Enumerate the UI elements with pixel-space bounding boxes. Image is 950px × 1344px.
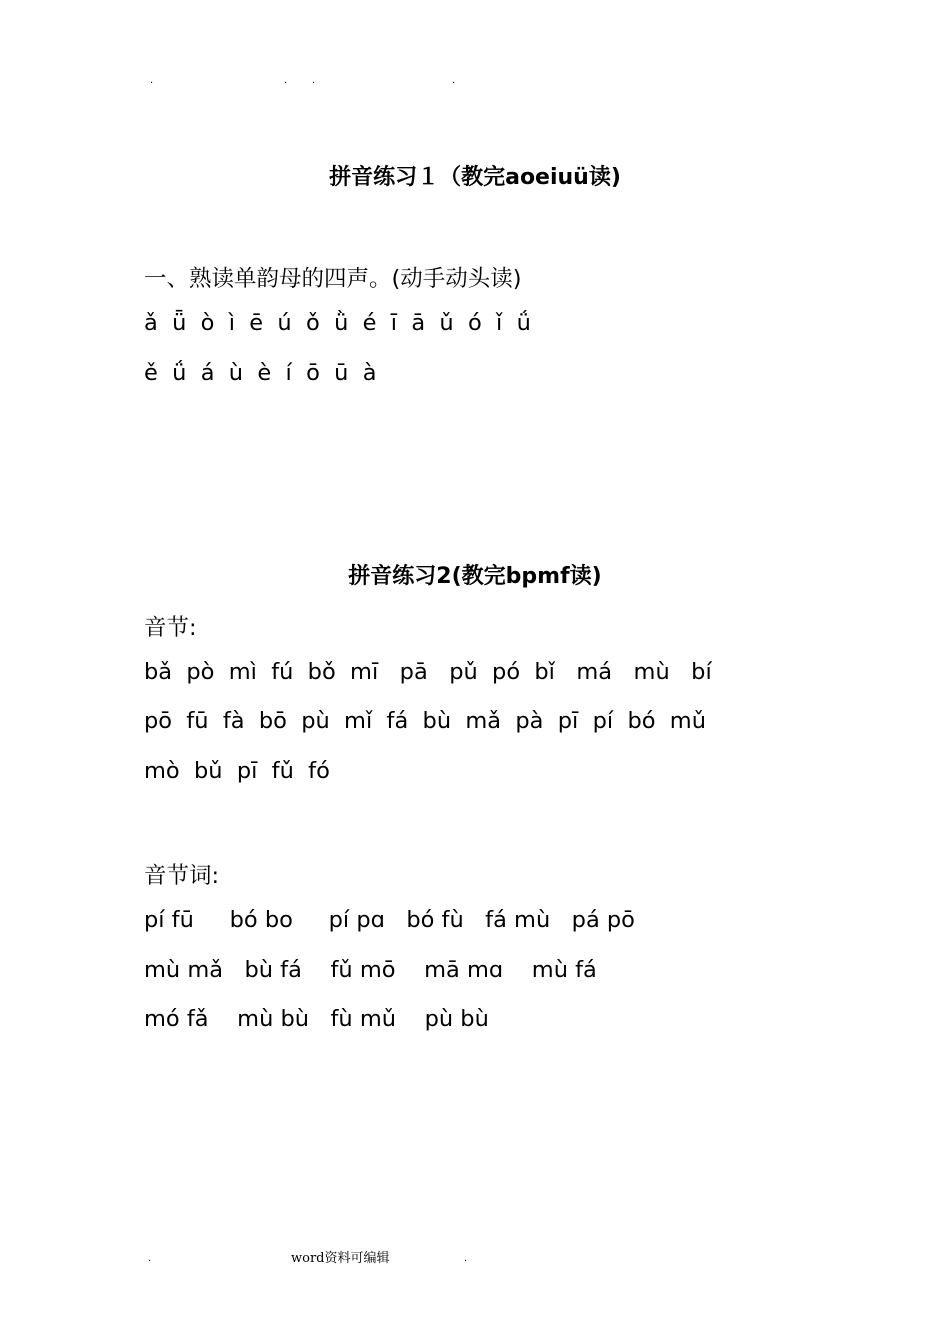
section1-title: 拼音练习１（教完aoeiuü读) (329, 165, 621, 190)
syllable-line: mò bǔ pī fǔ fó (144, 758, 330, 784)
section2-title: 拼音练习2(教完bpmf读) (348, 564, 602, 589)
syllable-line: bǎ pò mì fú bǒ mī pā pǔ pó bǐ má mù bí (144, 659, 712, 685)
header-dot: . (150, 75, 154, 86)
header-dot: . (312, 75, 316, 86)
footer-text: word资料可编辑 (291, 1251, 390, 1266)
footer-dot: . (464, 1253, 468, 1264)
syllable-line: pō fū fà bō pù mǐ fá bù mǎ pà pī pí bó mǔ (144, 708, 706, 734)
vowel-line: ǎ ǖ ò ì ē ú ǒ ǜ é ī ā ǔ ó ǐ ǘ (144, 310, 531, 336)
footer-dot: . (148, 1253, 152, 1264)
header-dot: . (452, 75, 456, 86)
word-line: mó fǎ mù bù fù mǔ pù bù (144, 1006, 489, 1032)
section1-instruction: 一、熟读单韵母的四声。(动手动头读) (144, 266, 522, 292)
word-line: pí fū bó bo pí pɑ bó fù fá mù pá pō (144, 907, 635, 933)
word-line: mù mǎ bù fá fǔ mō mā mɑ mù fá (144, 957, 597, 983)
header-dot: . (284, 75, 288, 86)
words-label: 音节词: (144, 863, 220, 889)
syllables-label: 音节: (144, 615, 197, 641)
vowel-line: ě ǘ á ù è í ō ū à (144, 360, 377, 386)
